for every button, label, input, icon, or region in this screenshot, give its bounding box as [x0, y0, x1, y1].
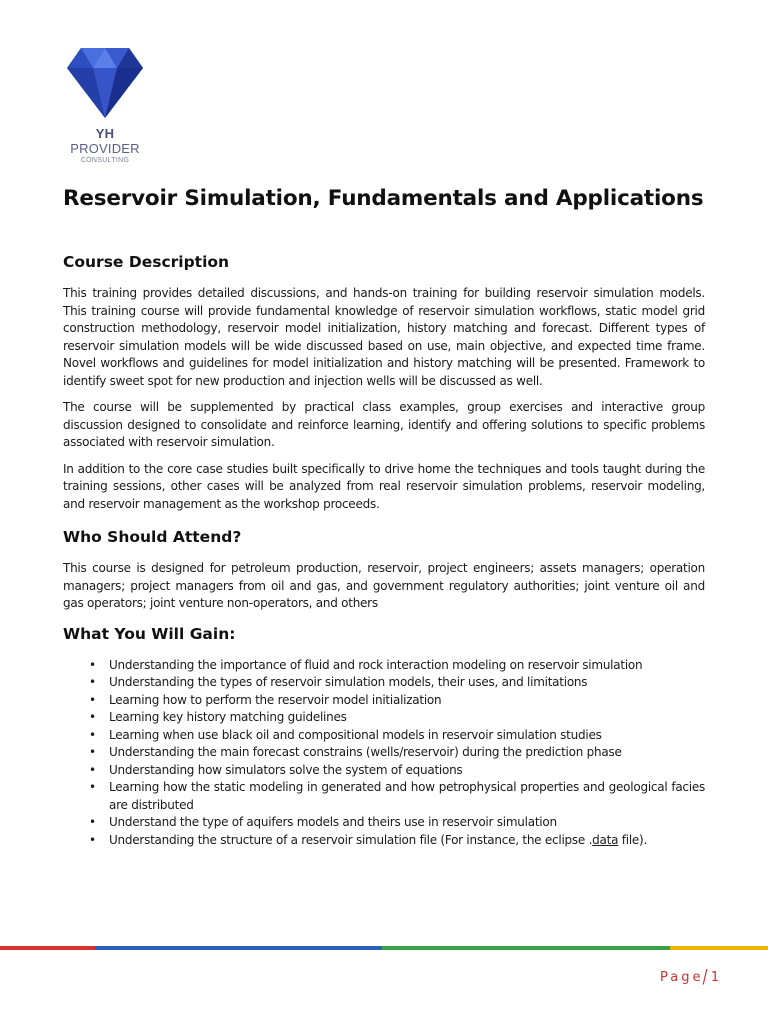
logo-brand-text: YH PROVIDER: [70, 126, 140, 156]
list-item: • Understanding the importance of fluid and rock interaction modeling on reservoir simulation: [109, 657, 705, 675]
data-file-link[interactable]: data: [592, 832, 619, 847]
list-item: • Learning key history matching guidelines: [109, 709, 705, 727]
who-should-attend-heading: Who Should Attend?: [63, 528, 242, 546]
page-number-value: 1: [710, 970, 723, 985]
footer-bar-green: [382, 946, 670, 950]
page-slash: /: [703, 967, 712, 988]
list-item: • Understanding the types of reservoir simulation models, their uses, and limitations: [109, 674, 705, 692]
course-description-heading: Course Description: [63, 253, 230, 271]
company-logo: [60, 44, 150, 164]
list-item: • Understand the type of aquifers models and theirs use in reservoir simulation: [109, 814, 705, 832]
document-title: Reservoir Simulation, Fundamentals and Applications: [63, 186, 704, 211]
page-label: Page: [660, 970, 704, 985]
logo-subtitle: CONSULTING: [80, 157, 130, 164]
what-you-will-gain-section: [63, 625, 705, 850]
who-should-attend-section: [63, 528, 705, 613]
course-description-paragraph-2: The course will be supplemented by practical class examples, group exercises and interactive group discussion designed to consolidate and reinforce learning, identify and offering solutions to specific problems associated with reservoir simulation.: [63, 400, 705, 449]
gain-list: [63, 657, 705, 850]
last-item-prefix: Understanding the structure of a reservoir simulation file (For instance, the eclipse .: [109, 832, 593, 847]
course-description-section: [63, 253, 705, 513]
course-description-paragraph-3: In addition to the core case studies built specifically to drive home the techniques and tools taught during the training sessions, other cases will be analyzed from real reservoir simulation problems, reservoir modeling, and reservoir management as the workshop proceeds.: [63, 461, 705, 511]
footer-bar-blue: [95, 946, 382, 950]
document-body: [63, 253, 705, 849]
course-description-paragraph-1: This training provides detailed discussions, and hands-on training for building reservoir simulation models. This training course will provide fundamental knowledge of reservoir simulation workflows, static model grid construction methodology, reservoir model initialization, history matching and forecast. Different types of reservoir simulation models will be wide discussed based on use, main objective, and expected time frame. Novel workflows and guidelines for model initialization and history matching will be presented. Framework to identify sweet spot for new production and injection wells will be discussed as well.: [63, 286, 705, 388]
last-item-suffix: file).: [618, 832, 648, 847]
who-should-attend-text: This course is designed for petroleum production, reservoir, project engineers; assets managers; operation managers; project managers from oil and gas, and government regulatory authorities; joint venture oil and gas operators; joint venture non-operators, and others: [63, 561, 705, 610]
page-number: [660, 967, 723, 988]
list-item: • Learning how the static modeling in generated and how petrophysical properties and geological facies are distributed: [109, 779, 705, 814]
what-you-will-gain-heading: What You Will Gain:: [63, 624, 236, 643]
diamond-gem-icon: [67, 44, 143, 120]
list-item: • Understanding the main forecast constrains (wells/reservoir) during the prediction phase: [109, 744, 705, 762]
footer-bar-yellow: [670, 946, 768, 950]
list-item: [109, 832, 705, 850]
list-item: • Learning when use black oil and compositional models in reservoir simulation studies: [109, 727, 705, 745]
list-item: • Understanding how simulators solve the system of equations: [109, 762, 705, 780]
list-item: • Learning how to perform the reservoir model initialization: [109, 692, 705, 710]
footer-bar-red: [0, 946, 95, 950]
footer-color-bar: [0, 946, 768, 950]
